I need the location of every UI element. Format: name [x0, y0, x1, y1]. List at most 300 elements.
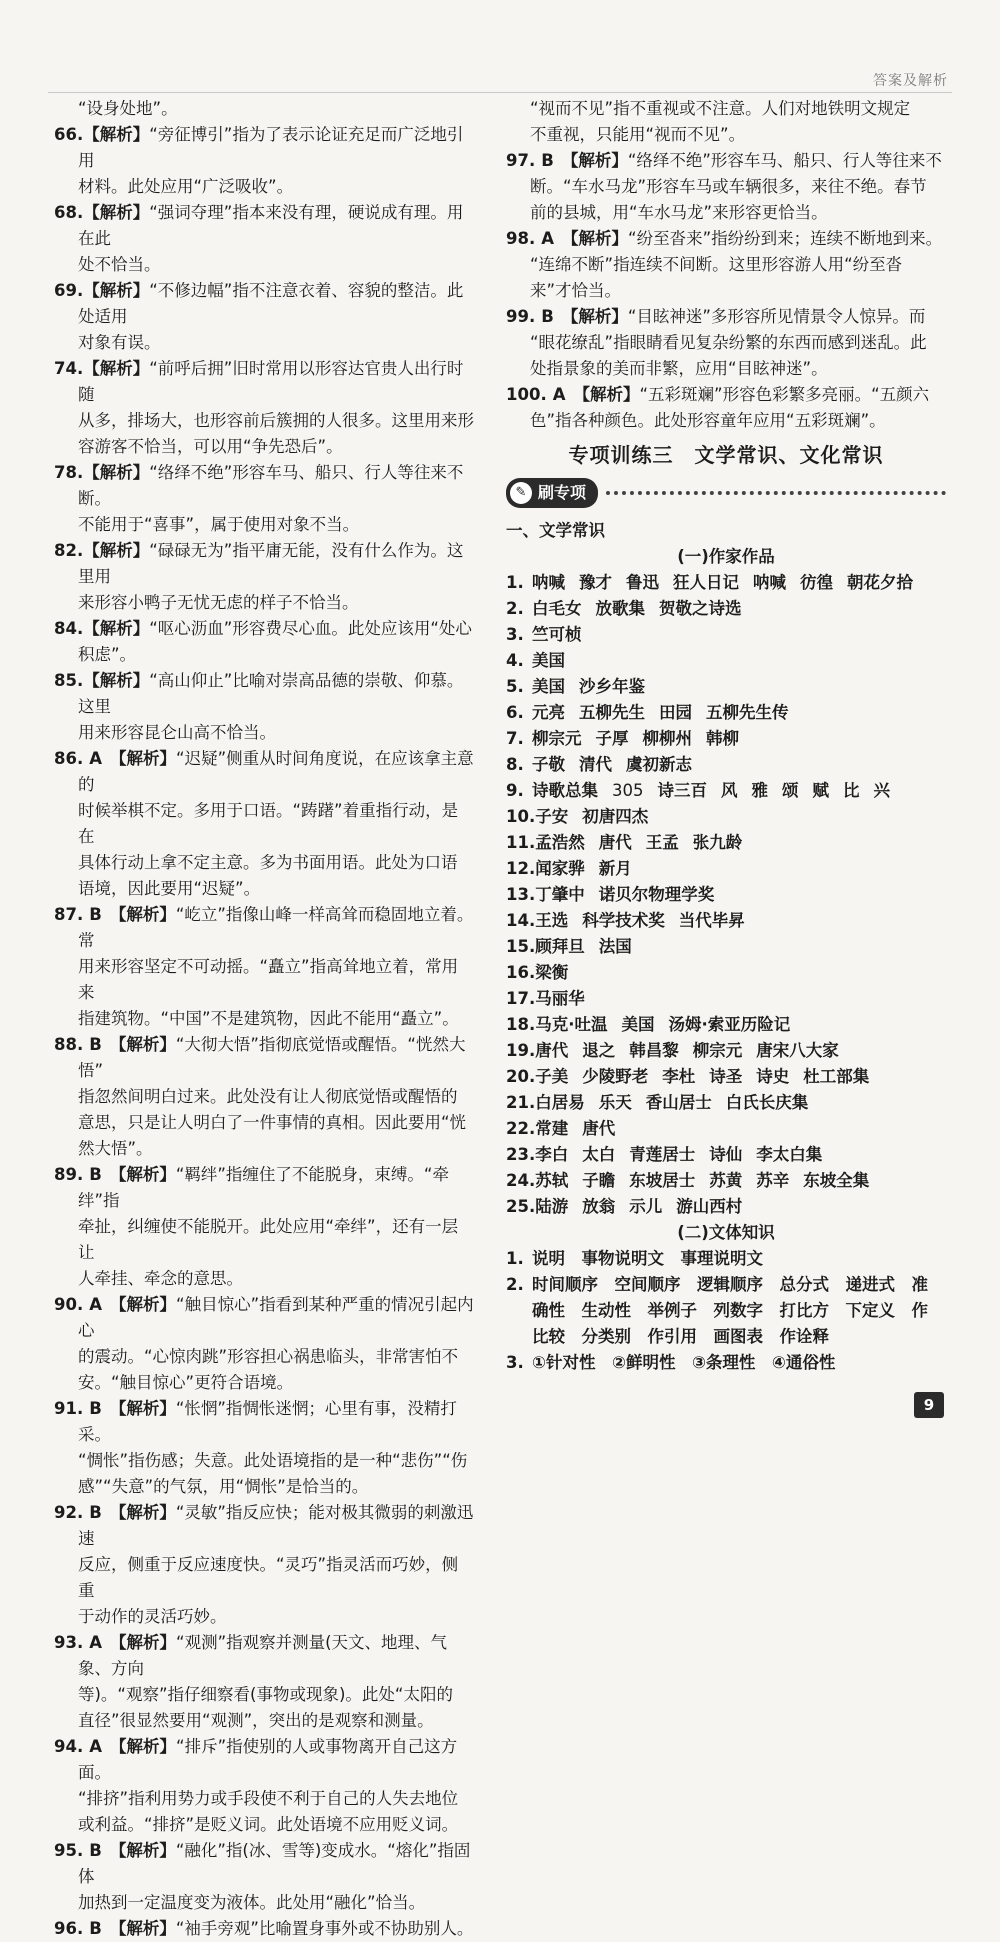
item-answer: 法国 — [598, 937, 632, 956]
entry-text: “络绎不绝”形容车马、船只、行人等往来不断。 — [78, 463, 464, 508]
entry-number: 66. — [54, 125, 84, 144]
item-answer: 雅 — [751, 781, 768, 800]
answer-entry — [54, 1734, 474, 1838]
item-answer: 呐喊 — [753, 573, 786, 592]
answer-entry — [54, 1396, 474, 1500]
item-answer: 唐代 — [535, 1041, 569, 1060]
analysis-tag: 【解析】 — [110, 1737, 177, 1756]
entry-number: 93. — [54, 1633, 84, 1652]
works-item — [506, 1168, 946, 1194]
item-answer: 美国 — [621, 1015, 655, 1034]
works-item — [506, 1064, 946, 1090]
item-number: 18. — [506, 1015, 536, 1034]
works-item — [506, 830, 946, 856]
entry-text: “迟疑”侧重从时间角度说，在应该拿主意的 — [78, 749, 474, 794]
item-answer: 太白 — [582, 1145, 616, 1164]
item-answer: 顾拜旦 — [535, 937, 585, 956]
entry-text: 语境，因此要用“迟疑”。 — [78, 879, 261, 898]
dotted-divider — [606, 491, 946, 495]
item-number: 9. — [506, 781, 524, 800]
badge-row — [506, 478, 946, 508]
item-number: 21. — [506, 1093, 536, 1112]
item-answer: ①针对性 ②鲜明性 ③条理性 ④通俗性 — [532, 1353, 836, 1372]
entry-text: 具体行动上拿不定主意。多为书面用语。此处为口语 — [78, 853, 458, 872]
analysis-tag: 【解析】 — [83, 619, 150, 638]
entry-text: 安。“触目惊心”更符合语境。 — [78, 1373, 294, 1392]
item-number: 1. — [506, 573, 524, 592]
entry-answer: A — [89, 1737, 103, 1756]
analysis-tag: 【解析】 — [110, 749, 177, 768]
item-answer: 苏轼 — [535, 1171, 569, 1190]
works-item — [506, 934, 946, 960]
entry-number: 91. — [54, 1399, 84, 1418]
item-number: 3. — [506, 625, 524, 644]
item-number: 2. — [506, 1275, 524, 1294]
item-answer: 新月 — [598, 859, 632, 878]
entry-text: 不能用于“喜事”，属于使用对象不当。 — [78, 515, 360, 534]
item-number: 13. — [506, 885, 536, 904]
item-answer: 鲁迅 — [626, 573, 659, 592]
works-item — [506, 596, 946, 622]
item-number: 14. — [506, 911, 536, 930]
item-answer: 元亮 — [532, 703, 565, 722]
item-answer: 放歌集 — [595, 599, 645, 618]
item-answer: 田园 — [659, 703, 692, 722]
analysis-tag: 【解析】 — [83, 203, 150, 222]
works-item — [506, 1012, 946, 1038]
works-item — [506, 648, 946, 674]
part1-heading: 一、文学常识 — [506, 521, 605, 540]
answer-entry — [506, 304, 946, 382]
entry-number: 69. — [54, 281, 84, 300]
item-answer: 丁肇中 — [535, 885, 585, 904]
entry-text: 的震动。“心惊肉跳”形容担心祸患临头，非常害怕不 — [78, 1347, 459, 1366]
genre-item — [506, 1272, 946, 1298]
item-answer: 李白 — [535, 1145, 569, 1164]
item-number: 2. — [506, 599, 524, 618]
entry-text: 指忽然间明白过来。此处没有让人彻底觉悟或醒悟的 — [78, 1087, 458, 1106]
item-number: 16. — [506, 963, 536, 982]
entry-text: “目眩神迷”多形容所见情景令人惊异。而 — [627, 307, 926, 326]
entry-text: 积虑”。 — [78, 645, 137, 664]
item-answer: 诗歌总集 — [532, 781, 598, 800]
entry-text: “眼花缭乱”指眼睛看见复杂纷繁的东西而感到迷乱。此 — [530, 333, 927, 352]
entry-text: “袖手旁观”比喻置身事外或不协助别人。 — [175, 1919, 474, 1938]
item-number: 6. — [506, 703, 524, 722]
answer-entry — [54, 278, 474, 356]
item-answer: 唐代 — [598, 833, 632, 852]
entry-text: 感”“失意”的气氛，用“惆怅”是恰当的。 — [78, 1477, 369, 1496]
item-answer: 诗仙 — [709, 1145, 743, 1164]
answer-entry — [54, 746, 474, 902]
analysis-tag: 【解析】 — [83, 281, 150, 300]
right-column — [506, 96, 946, 1376]
item-answer: 示儿 — [629, 1197, 663, 1216]
item-answer: 马丽华 — [535, 989, 585, 1008]
works-item — [506, 752, 946, 778]
entry-number: 84. — [54, 619, 84, 638]
item-answer: 朝花夕拾 — [847, 573, 913, 592]
item-answer: 白氏长庆集 — [725, 1093, 809, 1112]
entry-text: “融化”指(冰、雪等)变成水。“熔化”指固体 — [78, 1841, 471, 1886]
entry-text: “观测”指观察并测量(天文、地理、气象、方向 — [78, 1633, 448, 1678]
item-answer: 苏辛 — [756, 1171, 790, 1190]
entry-text: 处不恰当。 — [78, 255, 161, 274]
analysis-tag: 【解析】 — [83, 463, 150, 482]
entry-answer: A — [541, 229, 555, 248]
analysis-tag: 【解析】 — [110, 1633, 177, 1652]
works-item — [506, 570, 946, 596]
item-answer: 白毛女 — [532, 599, 582, 618]
brush-icon: ✎ — [510, 482, 532, 504]
item-answer: 常建 — [535, 1119, 569, 1138]
analysis-tag: 【解析】 — [109, 905, 176, 924]
entry-text: “大彻大悟”指彻底觉悟或醒悟。“恍然大悟” — [78, 1035, 466, 1080]
item-answer: 放翁 — [582, 1197, 616, 1216]
item-number: 1. — [506, 1249, 524, 1268]
entry-text: 前的县城，用“车水马龙”来形容更恰当。 — [530, 203, 828, 222]
item-answer: 退之 — [582, 1041, 616, 1060]
works-item — [506, 1038, 946, 1064]
item-answer: 子敬 — [532, 755, 565, 774]
entry-text: “络绎不绝”形容车马、船只、行人等往来不 — [627, 151, 942, 170]
entry-text: “设身处地”。 — [78, 99, 178, 118]
entry-text: “怅惘”指惆怅迷惘；心里有事，没精打采。 — [78, 1399, 457, 1444]
entry-text: 等)。“观察”指仔细察看(事物或现象)。此处“太阳的 — [78, 1685, 453, 1704]
sub1-heading: (一)作家作品 — [677, 547, 775, 566]
brush-badge — [506, 478, 598, 508]
entry-text: “惆怅”指伤感；失意。此处语境指的是一种“悲伤”“伤 — [78, 1451, 468, 1470]
item-number: 25. — [506, 1197, 536, 1216]
entry-number: 95. — [54, 1841, 84, 1860]
item-answer: 五柳先生传 — [706, 703, 789, 722]
works-item — [506, 1142, 946, 1168]
entry-number: 94. — [54, 1737, 84, 1756]
right-top-entries — [506, 96, 946, 434]
item-answer: 比 — [843, 781, 860, 800]
entry-text: 时候举棋不定。多用于口语。“踌躇”着重指行动，是在 — [78, 801, 459, 846]
item-answer: 风 — [721, 781, 738, 800]
item-answer: 诗三百 — [657, 781, 707, 800]
entry-text: “强词夺理”指本来没有理，硬说成有理。用在此 — [78, 203, 464, 248]
answer-entry — [54, 1032, 474, 1162]
item-answer: 豫才 — [579, 573, 612, 592]
analysis-tag: 【解析】 — [83, 541, 150, 560]
genre-item — [506, 1298, 946, 1324]
entry-number: 78. — [54, 463, 84, 482]
answer-entry — [54, 122, 474, 200]
item-answer: 杜工部集 — [803, 1067, 870, 1086]
answer-entry — [54, 668, 474, 746]
entry-answer: B — [89, 905, 102, 924]
item-answer: 确性 生动性 举例子 列数字 打比方 下定义 作 — [532, 1301, 928, 1320]
item-answer: 305 — [612, 781, 644, 800]
entry-number: 100. — [506, 385, 547, 404]
entry-text: “高山仰止”比喻对崇高品德的崇敬、仰慕。这里 — [78, 671, 464, 716]
entry-number: 89. — [54, 1165, 84, 1184]
analysis-tag: 【解析】 — [83, 359, 150, 378]
item-number: 22. — [506, 1119, 536, 1138]
entry-text: “排挤”指利用势力或手段使不利于自己的人失去地位 — [78, 1789, 459, 1808]
works-item — [506, 778, 946, 804]
entry-text: “视而不见”指不重视或不注意。人们对地铁明文规定 — [530, 99, 911, 118]
entry-text: 于动作的灵活巧妙。 — [78, 1607, 227, 1626]
answer-entry — [54, 902, 474, 1032]
item-number: 20. — [506, 1067, 536, 1086]
item-number: 10. — [506, 807, 536, 826]
works-item — [506, 908, 946, 934]
answer-entry — [506, 226, 946, 304]
entry-answer: A — [552, 385, 566, 404]
item-answer: 韩柳 — [706, 729, 739, 748]
entry-text: “灵敏”指反应快；能对极其微弱的刺激迅速 — [78, 1503, 474, 1548]
item-answer: 子厚 — [595, 729, 629, 748]
item-number: 24. — [506, 1171, 536, 1190]
answer-entry — [506, 382, 946, 434]
answer-entry — [54, 200, 474, 278]
entry-text: “连绵不断”指连续不间断。这里形容游人用“纷至沓 — [530, 255, 903, 274]
answer-entry — [54, 356, 474, 460]
item-number: 5. — [506, 677, 524, 696]
item-answer: 彷徨 — [800, 573, 833, 592]
item-answer: 比较 分类别 作引用 画图表 作诠释 — [532, 1327, 829, 1346]
entry-answer: B — [89, 1399, 102, 1418]
item-answer: 初唐四杰 — [582, 807, 649, 826]
entry-text: “触目惊心”指看到某种严重的情况引起内心 — [78, 1295, 474, 1340]
running-header: 答案及解析 — [873, 73, 948, 89]
entry-text: 用来形容昆仑山高不恰当。 — [78, 723, 276, 742]
answer-entry — [54, 96, 474, 122]
item-answer: 青莲居士 — [629, 1145, 696, 1164]
item-answer: 孟浩然 — [535, 833, 585, 852]
item-answer: 当代毕昇 — [678, 911, 745, 930]
answer-entry — [54, 1838, 474, 1916]
entry-number: 98. — [506, 229, 536, 248]
item-answer: 汤姆·索亚历险记 — [668, 1015, 791, 1034]
entry-number: 88. — [54, 1035, 84, 1054]
page-number: 9 — [914, 1392, 944, 1418]
entry-number: 85. — [54, 671, 84, 690]
entry-answer: B — [89, 1165, 102, 1184]
genre-item — [506, 1324, 946, 1350]
entry-text: 牵扯，纠缠使不能脱开。此处应用“牵绊”，还有一层让 — [78, 1217, 459, 1262]
entry-number: 86. — [54, 749, 84, 768]
entry-text: 材料。此处应用“广泛吸收”。 — [78, 177, 294, 196]
item-answer: 贺敬之诗选 — [659, 599, 742, 618]
item-answer: 白居易 — [535, 1093, 585, 1112]
entry-number: 90. — [54, 1295, 84, 1314]
entry-text: 加热到一定温度变为液体。此处用“融化”恰当。 — [78, 1893, 426, 1912]
item-answer: 兴 — [873, 781, 890, 800]
item-answer: 竺可桢 — [532, 625, 582, 644]
entry-text: 对象有误。 — [78, 333, 161, 352]
entry-number: 99. — [506, 307, 536, 326]
item-answer: 李杜 — [662, 1067, 696, 1086]
analysis-tag: 【解析】 — [109, 1503, 176, 1522]
entry-answer: B — [89, 1919, 102, 1938]
entry-text: 然大悟”。 — [78, 1139, 153, 1158]
works-item — [506, 1090, 946, 1116]
item-answer: 柳柳州 — [642, 729, 692, 748]
entry-text: 不重视，只能用“视而不见”。 — [530, 125, 746, 144]
entry-number: 97. — [506, 151, 536, 170]
item-answer: 梁衡 — [535, 963, 569, 982]
answer-entry — [54, 1162, 474, 1292]
item-number: 23. — [506, 1145, 536, 1164]
analysis-tag: 【解析】 — [561, 307, 628, 326]
analysis-tag: 【解析】 — [83, 125, 150, 144]
item-answer: 呐喊 — [532, 573, 565, 592]
answer-entry — [54, 1630, 474, 1734]
item-number: 3. — [506, 1353, 524, 1372]
item-answer: 美国 — [532, 651, 565, 670]
entry-text: 意思，只是让人明白了一件事情的真相。因此要用“恍 — [78, 1113, 467, 1132]
item-answer: 说明 事物说明文 事理说明文 — [532, 1249, 763, 1268]
item-number: 17. — [506, 989, 536, 1008]
item-answer: 诗圣 — [709, 1067, 743, 1086]
entry-number: 87. — [54, 905, 84, 924]
works-item — [506, 960, 946, 986]
entry-number: 82. — [54, 541, 84, 560]
section-title: 专项训练三 文学常识、文化常识 — [568, 443, 884, 467]
item-number: 8. — [506, 755, 524, 774]
works-item — [506, 674, 946, 700]
item-answer: 马克·吐温 — [535, 1015, 608, 1034]
analysis-tag: 【解析】 — [109, 1919, 176, 1938]
answer-entry — [54, 538, 474, 616]
left-column — [54, 96, 474, 1942]
item-answer: 闻家骅 — [535, 859, 585, 878]
entry-text: 指建筑物。“中国”不是建筑物，因此不能用“矗立”。 — [78, 1009, 459, 1028]
item-answer: 唐宋八大家 — [756, 1041, 839, 1060]
entry-answer: A — [89, 1633, 103, 1652]
item-number: 12. — [506, 859, 536, 878]
analysis-tag: 【解析】 — [109, 1399, 176, 1418]
item-answer: 游山西村 — [676, 1197, 743, 1216]
item-number: 7. — [506, 729, 524, 748]
entry-text: “不修边幅”指不注意衣着、容貌的整洁。此处适用 — [78, 281, 464, 326]
item-answer: 五柳先生 — [579, 703, 645, 722]
analysis-tag: 【解析】 — [573, 385, 640, 404]
entry-text: “五彩斑斓”形容色彩繁多亮丽。“五颜六 — [639, 385, 930, 404]
genre-item — [506, 1350, 946, 1376]
badge-label: 刷专项 — [538, 483, 587, 502]
entry-text: 容游客不恰当，可以用“争先恐后”。 — [78, 437, 343, 456]
entry-text: 人牵挂、牵念的意思。 — [78, 1269, 243, 1288]
item-answer: 韩昌黎 — [629, 1041, 679, 1060]
item-number: 11. — [506, 833, 536, 852]
works-item — [506, 804, 946, 830]
item-answer: 东坡全集 — [803, 1171, 870, 1190]
analysis-tag: 【解析】 — [109, 1035, 176, 1054]
entry-text: “前呼后拥”旧时常用以形容达官贵人出行时随 — [78, 359, 464, 404]
entry-number: 68. — [54, 203, 84, 222]
item-answer: 诺贝尔物理学奖 — [598, 885, 715, 904]
item-answer: 子安 — [535, 807, 569, 826]
item-answer: 张九龄 — [692, 833, 743, 852]
works-item — [506, 700, 946, 726]
sub2-heading: (二)文体知识 — [677, 1223, 775, 1242]
item-answer: 陆游 — [535, 1197, 569, 1216]
entry-text: “纷至沓来”指纷纷到来；连续不断地到来。 — [628, 229, 943, 248]
entry-answer: A — [89, 1295, 103, 1314]
item-number: 19. — [506, 1041, 536, 1060]
entry-number: 74. — [54, 359, 84, 378]
entry-number: 96. — [54, 1919, 84, 1938]
works-item — [506, 882, 946, 908]
item-answer: 香山居士 — [645, 1093, 712, 1112]
header-divider — [48, 92, 952, 93]
item-answer: 子美 — [535, 1067, 569, 1086]
item-answer: 虞初新志 — [626, 755, 692, 774]
entry-text: 色”指各种颜色。此处形容童年应用“五彩斑斓”。 — [530, 411, 886, 430]
entry-text: “旁征博引”指为了表示论证充足而广泛地引用 — [78, 125, 464, 170]
analysis-tag: 【解析】 — [562, 229, 629, 248]
entry-text: “羁绊”指缠住了不能脱身，束缚。“牵绊”指 — [78, 1165, 449, 1210]
item-answer: 时间顺序 空间顺序 逻辑顺序 总分式 递进式 准 — [532, 1275, 928, 1294]
answer-entry — [54, 1916, 474, 1942]
entry-number: 92. — [54, 1503, 84, 1522]
item-answer: 乐天 — [598, 1093, 632, 1112]
item-answer: 颂 — [782, 781, 799, 800]
analysis-tag: 【解析】 — [83, 671, 150, 690]
works-list — [506, 570, 946, 1220]
entry-text: “屹立”指像山峰一样高耸而稳固地立着。常 — [78, 905, 474, 950]
works-item — [506, 856, 946, 882]
item-answer: 赋 — [812, 781, 829, 800]
answer-entry — [506, 96, 946, 148]
entry-text: 从多，排场大，也形容前后簇拥的人很多。这里用来形 — [78, 411, 474, 430]
item-answer: 柳宗元 — [532, 729, 582, 748]
entry-answer: B — [89, 1841, 102, 1860]
analysis-tag: 【解析】 — [561, 151, 628, 170]
item-answer: 诗史 — [756, 1067, 790, 1086]
item-answer: 王选 — [535, 911, 569, 930]
item-answer: 科学技术奖 — [582, 911, 665, 930]
analysis-tag: 【解析】 — [110, 1295, 177, 1314]
works-item — [506, 726, 946, 752]
analysis-tag: 【解析】 — [109, 1841, 176, 1860]
item-answer: 苏黄 — [709, 1171, 743, 1190]
item-answer: 李太白集 — [756, 1145, 823, 1164]
item-answer: 美国 — [532, 677, 565, 696]
entry-text: “碌碌无为”指平庸无能，没有什么作为。这里用 — [78, 541, 464, 586]
entry-text: 来形容小鸭子无忧无虑的样子不恰当。 — [78, 593, 359, 612]
item-answer: 柳宗元 — [692, 1041, 743, 1060]
item-answer: 王孟 — [645, 833, 679, 852]
item-answer: 少陵野老 — [582, 1067, 649, 1086]
entry-text: “呕心沥血”形容费尽心血。此处应该用“处心 — [149, 619, 472, 638]
analysis-tag: 【解析】 — [109, 1165, 176, 1184]
item-number: 15. — [506, 937, 536, 956]
works-item — [506, 1116, 946, 1142]
entry-answer: B — [89, 1503, 102, 1522]
entry-answer: B — [541, 307, 554, 326]
genre-item — [506, 1246, 946, 1272]
item-answer: 唐代 — [582, 1119, 616, 1138]
answer-entry — [54, 460, 474, 538]
item-answer: 子瞻 — [582, 1171, 616, 1190]
entry-answer: B — [89, 1035, 102, 1054]
item-number: 4. — [506, 651, 524, 670]
entry-text: 处指景象的美而非繁，应用“目眩神迷”。 — [530, 359, 828, 378]
answer-entry — [54, 1292, 474, 1396]
works-item — [506, 986, 946, 1012]
answer-entry — [54, 1500, 474, 1630]
entry-text: 来”才恰当。 — [530, 281, 622, 300]
entry-answer: B — [541, 151, 554, 170]
entry-text: 或利益。“排挤”是贬义词。此处语境不应用贬义词。 — [78, 1815, 459, 1834]
